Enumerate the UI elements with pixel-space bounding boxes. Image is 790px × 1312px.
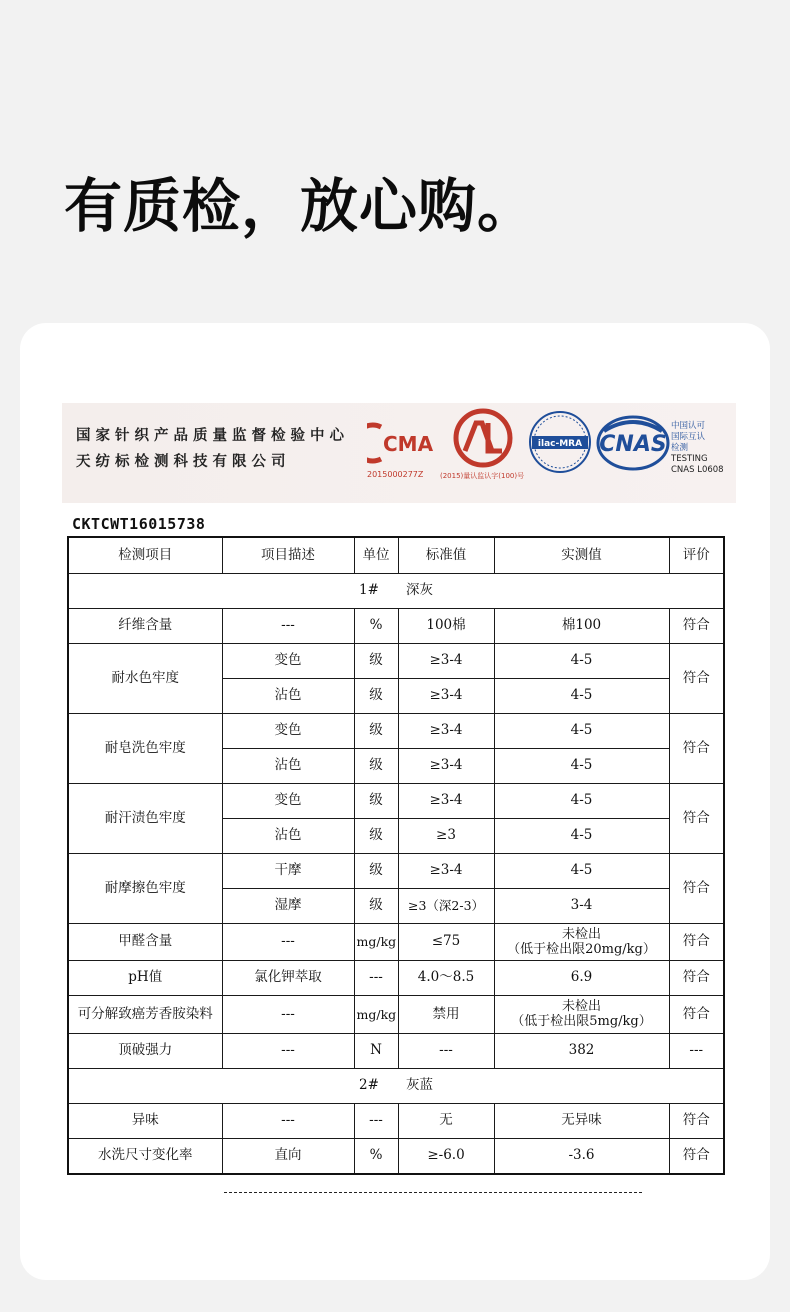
- table-cell: 符合: [669, 643, 724, 713]
- table-cell: 符合: [669, 995, 724, 1033]
- report-number: CKTCWT16015738: [72, 515, 206, 533]
- header-cell: 实测值: [494, 537, 669, 573]
- org-name-1: 国家针织产品质量监督检验中心: [76, 427, 349, 444]
- table-cell: ---: [398, 1033, 494, 1068]
- table-cell: mg/kg: [354, 923, 398, 960]
- cal-logo-icon: [450, 407, 516, 469]
- table-cell: 4-5: [494, 748, 669, 783]
- table-cell: ≤75: [398, 923, 494, 960]
- cell-line: （低于检出限5mg/kg）: [511, 1014, 652, 1029]
- table-cell: 级: [354, 678, 398, 713]
- table-cell: 湿摩: [222, 888, 354, 923]
- table-cell: ≥3-4: [398, 783, 494, 818]
- table-cell: ---: [354, 960, 398, 995]
- table-cell: ≥3-4: [398, 853, 494, 888]
- table-cell: mg/kg: [354, 995, 398, 1033]
- table-cell: 直向: [222, 1138, 354, 1174]
- cell-line: （低于检出限20mg/kg）: [507, 941, 656, 957]
- cal-code: (2015)量认监认字(100)号: [440, 472, 525, 480]
- table-cell: 符合: [669, 1138, 724, 1174]
- table-cell: ≥3-4: [398, 678, 494, 713]
- table-cell: 无异味: [494, 1103, 669, 1138]
- org-name-2: 天纺标检测科技有限公司: [76, 453, 291, 470]
- page-headline: 有质检，放心购。: [64, 172, 537, 240]
- section-label: 1# 深灰: [68, 573, 724, 608]
- table-row: [68, 853, 724, 888]
- cell-line: 未检出: [561, 999, 601, 1014]
- table-cell: 4-5: [494, 713, 669, 748]
- cnas-accreditation-text: [671, 421, 724, 476]
- svg-text:CNAS: CNAS: [599, 432, 667, 457]
- table-row: [68, 1103, 724, 1138]
- table-cell: 禁用: [398, 995, 494, 1033]
- table-cell: 382: [494, 1033, 669, 1068]
- table-cell: 级: [354, 888, 398, 923]
- table-cell: %: [354, 1138, 398, 1174]
- table-cell: 无: [398, 1103, 494, 1138]
- table-row: [68, 960, 724, 995]
- cell-line: 未检出: [561, 926, 601, 942]
- table-row: [68, 923, 724, 960]
- table-cell: ≥3-4: [398, 713, 494, 748]
- table-cell: 顶破强力: [68, 1033, 222, 1068]
- table-cell: 4-5: [494, 853, 669, 888]
- table-cell: 变色: [222, 643, 354, 678]
- table-cell: 甲醛含量: [68, 923, 222, 960]
- table-cell: 耐汗渍色牢度: [68, 783, 222, 853]
- table-row: [68, 713, 724, 748]
- table-header-row: [68, 537, 724, 573]
- cnas-text-line: 检测: [671, 443, 689, 453]
- table-cell: 耐摩擦色牢度: [68, 853, 222, 923]
- header-cell: 检测项目: [68, 537, 222, 573]
- table-cell: [494, 995, 669, 1033]
- table-cell: 变色: [222, 713, 354, 748]
- table-cell: 4-5: [494, 818, 669, 853]
- table-cell: 3-4: [494, 888, 669, 923]
- table-cell: ---: [222, 995, 354, 1033]
- table-cell: 100棉: [398, 608, 494, 643]
- table-cell: 耐皂洗色牢度: [68, 713, 222, 783]
- test-results-table: [67, 536, 725, 1175]
- cnas-text-line: TESTING: [671, 454, 708, 464]
- table-cell: pH值: [68, 960, 222, 995]
- table-cell: 级: [354, 748, 398, 783]
- table-cell: 异味: [68, 1103, 222, 1138]
- table-cell: ---: [222, 1033, 354, 1068]
- table-cell: ---: [222, 608, 354, 643]
- table-row: [68, 783, 724, 818]
- table-cell: ≥3（深2-3）: [398, 888, 494, 923]
- table-cell: 可分解致癌芳香胺染料: [68, 995, 222, 1033]
- svg-text:ilac-MRA: ilac-MRA: [537, 439, 583, 449]
- section-row: [68, 1068, 724, 1103]
- table-cell: [494, 923, 669, 960]
- table-cell: ≥3-4: [398, 748, 494, 783]
- table-row: [68, 643, 724, 678]
- table-cell: 耐水色牢度: [68, 643, 222, 713]
- table-cell: 干摩: [222, 853, 354, 888]
- table-row: [68, 995, 724, 1033]
- table-cell: 沾色: [222, 818, 354, 853]
- table-row: [68, 608, 724, 643]
- table-cell: 纤维含量: [68, 608, 222, 643]
- table-cell: ≥3-4: [398, 643, 494, 678]
- section-label: 2# 灰蓝: [68, 1068, 724, 1103]
- table-cell: 符合: [669, 713, 724, 783]
- table-cell: N: [354, 1033, 398, 1068]
- table-cell: 水洗尺寸变化率: [68, 1138, 222, 1174]
- table-cell: 4-5: [494, 678, 669, 713]
- table-cell: 符合: [669, 608, 724, 643]
- table-cell: 符合: [669, 960, 724, 995]
- cnas-text-line: 国际互认: [671, 432, 706, 442]
- table-cell: 棉100: [494, 608, 669, 643]
- table-cell: 级: [354, 643, 398, 678]
- table-cell: ---: [222, 923, 354, 960]
- table-row: [68, 1138, 724, 1174]
- table-cell: 4-5: [494, 783, 669, 818]
- svg-text:CAL: CAL: [450, 407, 452, 408]
- table-cell: 4-5: [494, 643, 669, 678]
- header-cell: 标准值: [398, 537, 494, 573]
- table-cell: 沾色: [222, 748, 354, 783]
- certification-banner: [62, 403, 736, 503]
- table-cell: 符合: [669, 1103, 724, 1138]
- table-cell: ---: [222, 1103, 354, 1138]
- header-cell: 评价: [669, 537, 724, 573]
- organization-names: [76, 423, 349, 475]
- ilac-mra-logo-icon: [528, 405, 592, 479]
- cma-code: 2015000277Z: [367, 470, 424, 479]
- table-cell: ≥-6.0: [398, 1138, 494, 1174]
- table-cell: 6.9: [494, 960, 669, 995]
- cnas-text-line: 中国认可: [671, 421, 706, 431]
- table-cell: ---: [354, 1103, 398, 1138]
- table-cell: ≥3: [398, 818, 494, 853]
- section-row: [68, 573, 724, 608]
- table-cell: 符合: [669, 923, 724, 960]
- table-cell: ---: [669, 1033, 724, 1068]
- table-cell: 4.0～8.5: [398, 960, 494, 995]
- table-cell: 级: [354, 783, 398, 818]
- table-cell: 符合: [669, 853, 724, 923]
- table-cell: 变色: [222, 783, 354, 818]
- table-cell: 沾色: [222, 678, 354, 713]
- table-row: [68, 1033, 724, 1068]
- cma-logo-icon: [367, 419, 437, 465]
- header-cell: 单位: [354, 537, 398, 573]
- table-cell: 级: [354, 853, 398, 888]
- end-separator-line: [224, 1192, 642, 1193]
- svg-text:CMA: CMA: [383, 432, 434, 456]
- table-cell: 级: [354, 818, 398, 853]
- cnas-logo-icon: [596, 415, 670, 471]
- header-cell: 项目描述: [222, 537, 354, 573]
- table-cell: %: [354, 608, 398, 643]
- cnas-text-line: CNAS L0608: [671, 465, 724, 475]
- table-cell: 级: [354, 713, 398, 748]
- table-cell: 符合: [669, 783, 724, 853]
- table-cell: 氯化钾萃取: [222, 960, 354, 995]
- table-cell: -3.6: [494, 1138, 669, 1174]
